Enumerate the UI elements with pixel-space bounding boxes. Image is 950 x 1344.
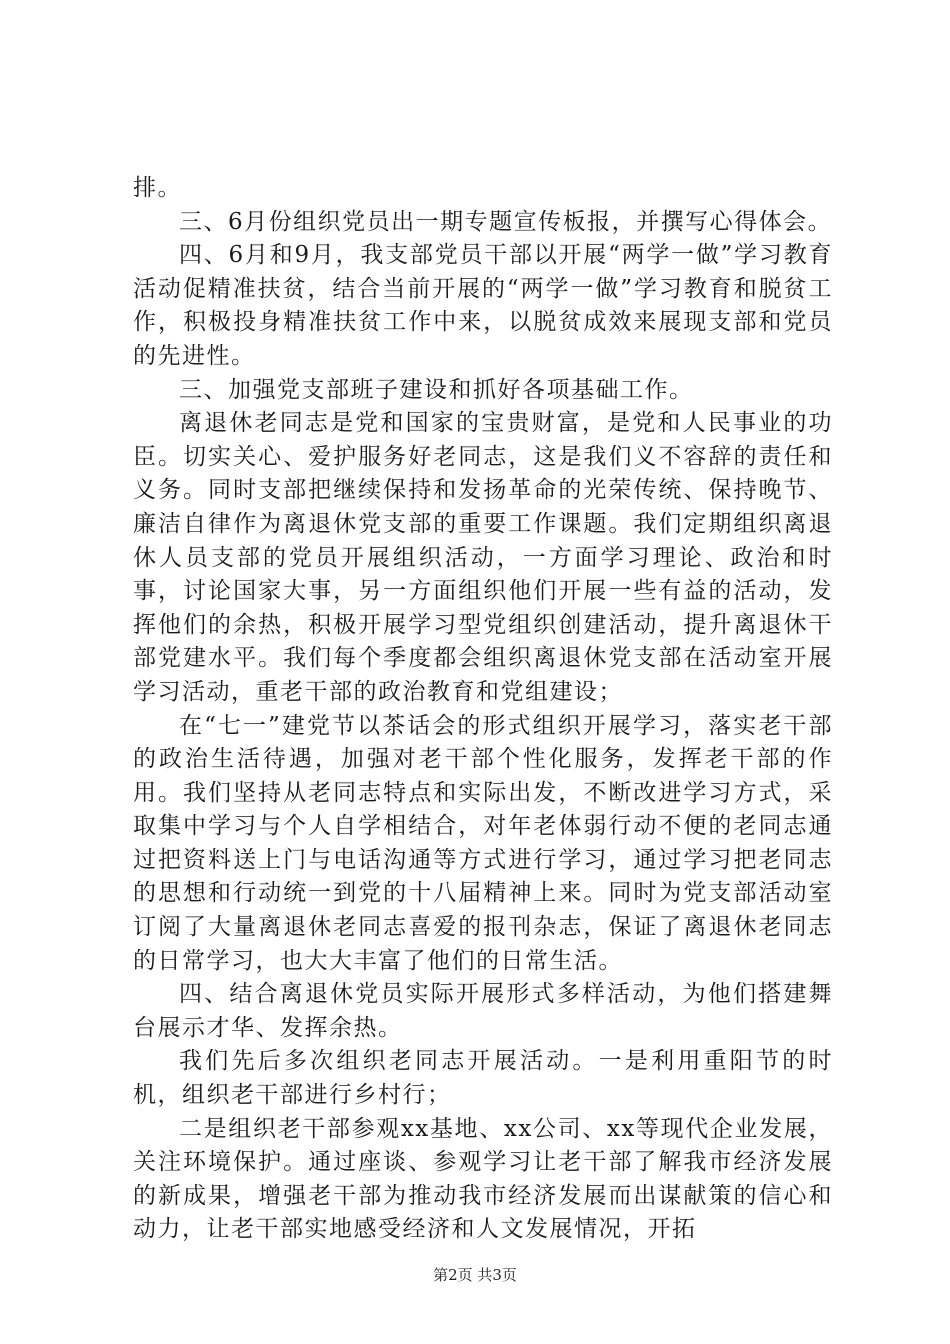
document-body bbox=[133, 172, 833, 1247]
paragraph: 四、结合离退休党员实际开展形式多样活动，为他们搭建舞台展示才华、发挥余热。 bbox=[133, 981, 833, 1041]
page-number-footer: 第2页 共3页 bbox=[433, 1266, 517, 1284]
paragraph: 四、6月和9月，我支部党员干部以开展“两学一做”学习教育活动促精准扶贫，结合当前开展的“两学一做”学习教育和脱贫工作，积极投身精准扶贫工作中来，以脱贫成效来展现支部和党员的先进性。 bbox=[133, 242, 833, 369]
paragraph: 排。 bbox=[133, 175, 182, 201]
paragraph: 二是组织老干部参观xx基地、xx公司、xx等现代企业发展，关注环境保护。通过座谈、参观学习让老干部了解我市经济发展的新成果，增强老干部为推动我市经济发展而出谋献策的信心和动力，让老干部实地感受经济和人文发展情况，开拓 bbox=[133, 1115, 833, 1243]
paragraph: 离退休老同志是党和国家的宝贵财富，是党和人民事业的功臣。切实关心、爱护服务好老同志，这是我们义不容辞的责任和义务。同时支部把继续保持和发扬革命的光荣传统、保持晚节、廉洁自律作为离退休党支部的重要工作课题。我们定期组织离退休人员支部的党员开展组织活动，一方面学习理论、政治和时事，讨论国家大事，另一方面组织他们开展一些有益的活动，发挥他们的余热，积极开展学习型党组织创建活动，提升离退休干部党建水平。我们每个季度都会组织离退休党支部在活动室开展学习活动，重老干部的政治教育和党组建设； bbox=[133, 410, 833, 705]
paragraph: 三、6月份组织党员出一期专题宣传板报，并撰写心得体会。 bbox=[179, 208, 833, 235]
paragraph: 在“七一”建党节以茶话会的形式组织开展学习，落实老干部的政治生活待遇，加强对老干部个性化服务，发挥老干部的作用。我们坚持从老同志特点和实际出发，不断改进学习方式，采取集中学习与个人自学相结合，对年老体弱行动不便的老同志通过把资料送上门与电话沟通等方式进行学习，通过学习把老同志的思想和行动统一到党的十八届精神上来。同时为党支部活动室订阅了大量离退休老同志喜爱的报刊杂志，保证了离退休老同志的日常学习，也大大丰富了他们的日常生活。 bbox=[133, 712, 833, 974]
paragraph: 三、加强党支部班子建设和抓好各项基础工作。 bbox=[179, 376, 694, 403]
paragraph: 我们先后多次组织老同志开展活动。一是利用重阳节的时机，组织老干部进行乡村行； bbox=[133, 1048, 833, 1109]
